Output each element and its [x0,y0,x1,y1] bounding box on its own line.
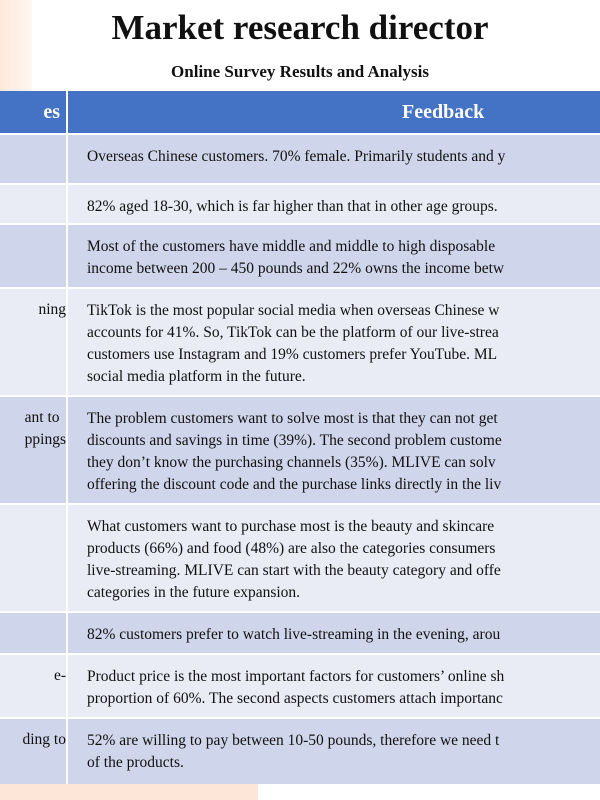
table-row [0,183,600,223]
feedback-line: 82% customers prefer to watch live-streaming in the evening, arou [87,626,501,643]
bottom-background-tint [0,784,258,800]
feedback-cell [87,300,600,388]
feedback-cell [87,196,600,218]
page-title: Market research director [111,8,489,47]
table-header-row [0,91,600,133]
table-row [0,503,600,611]
category-label: ning [38,301,66,318]
feedback-line: live-streaming. MLIVE can start with the beauty category and offe [87,562,501,579]
survey-results-table [0,91,600,784]
feedback-line: 82% aged 18-30, which is far higher than that in other age groups. [87,198,498,215]
table-row [0,223,600,287]
feedback-line: What customers want to purchase most is the beauty and skincare [87,518,495,535]
feedback-cell [87,516,600,604]
table-row [0,611,600,653]
header-cell-category [0,91,68,133]
table-row [0,717,600,784]
table-row [0,287,600,395]
header-category-label: es [43,101,60,123]
feedback-line: income between 200 – 450 pounds and 22% owns the income betw [87,260,505,277]
feedback-line: they don’t know the purchasing channels (35%). MLIVE can solv [87,454,496,471]
feedback-cell [87,624,600,646]
feedback-line: discounts and savings in time (39%). The second problem custome [87,432,502,449]
category-cell [0,397,68,503]
category-label: ding to [22,731,66,748]
feedback-cell [87,236,600,280]
feedback-cell [87,666,600,710]
table-row [0,133,600,183]
feedback-line: categories in the future expansion. [87,584,301,601]
feedback-line: accounts for 41%. So, TikTok can be the platform of our live-strea [87,324,499,341]
category-label: e- [53,667,66,684]
category-cell [0,289,68,395]
feedback-line: proportion of 60%. The second aspects customers attach importanc [87,690,503,707]
category-cell [0,185,68,223]
feedback-line: customers use Instagram and 19% customers prefer YouTube. ML [87,346,498,363]
table-row [0,653,600,717]
feedback-line: products (66%) and food (48%) are also the categories consumers [87,540,496,557]
feedback-line: Most of the customers have middle and middle to high disposable [87,238,496,255]
feedback-line: TikTok is the most popular social media when overseas Chinese w [87,302,500,319]
table-row [0,395,600,503]
category-cell [0,225,68,287]
category-cell [0,655,68,717]
feedback-cell [87,408,600,496]
feedback-cell [87,730,600,774]
feedback-line: Product price is the most important factors for customers’ online sh [87,668,505,685]
category-cell [0,505,68,611]
feedback-line: 52% are willing to pay between 10-50 pounds, therefore we need t [87,732,500,749]
feedback-line: offering the discount code and the purchase links directly in the liv [87,476,502,493]
category-cell [0,135,68,183]
page-subtitle: Online Survey Results and Analysis [171,62,429,81]
feedback-line: social media platform in the future. [87,368,306,385]
category-cell [0,719,68,784]
category-cell [0,613,68,653]
feedback-line: Overseas Chinese customers. 70% female. Primarily students and y [87,148,506,165]
category-label: ant to ppings [24,409,66,448]
feedback-line: of the products. [87,754,184,771]
header-feedback-label: Feedback [402,101,485,123]
feedback-cell [87,146,600,168]
feedback-line: The problem customers want to solve most is that they can not get [87,410,498,427]
